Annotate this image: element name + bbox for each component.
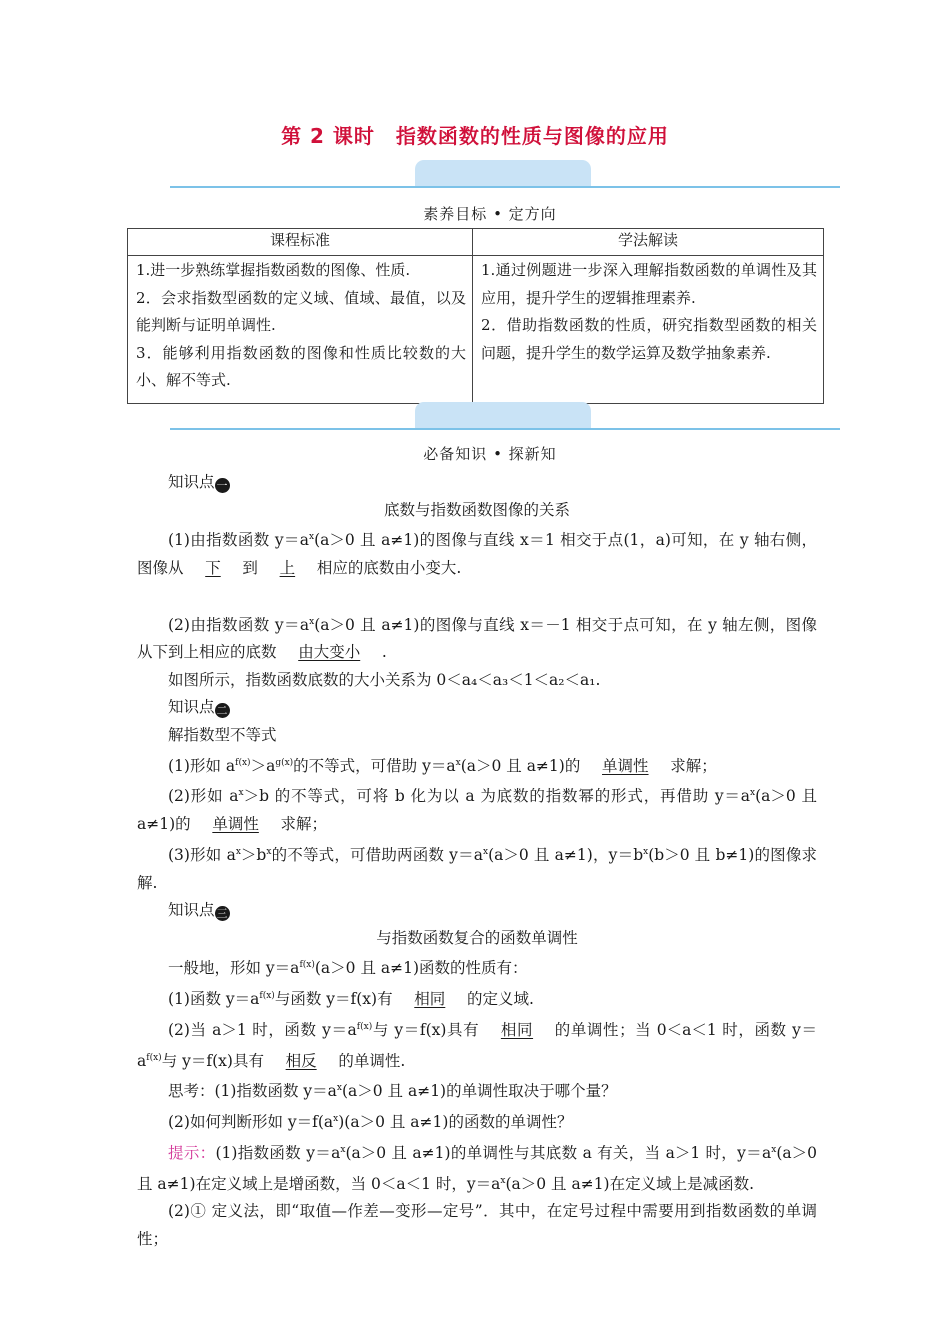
paragraph: (1)形如 $a^{f(x)}>a^{g(x)}$的不等式，可借助 $y=a^x(a>0$ 且 a≠1)的 单调性 求解； bbox=[168, 756, 717, 775]
number-badge-icon: 二 bbox=[216, 704, 228, 718]
knowledge-point-label: 知识点 二 bbox=[168, 698, 228, 718]
goal-item: 3．能够利用指数函数的图像和性质比较数的大小、解不等式. bbox=[136, 343, 466, 389]
section-rule-2 bbox=[170, 428, 840, 430]
paragraph: (2)形如 $a^x>b$ 的不等式，可将 b 化为以 a 为底数的指数幂的形式，再借助 $y=a^x(a>0$ 且 a≠1)的 单调性 求解； bbox=[137, 787, 818, 834]
answer-blank: 相同 bbox=[414, 990, 446, 1009]
answer-blank: 相反 bbox=[285, 1051, 317, 1070]
paragraph: (1)由指数函数 $y=a^x(a>0$ 且 a≠1)的图像与直线 x＝1 相交于点(1，a)可知，在 y 轴右侧，图像从 下 到 上 相应的底数由小变大. bbox=[137, 531, 817, 577]
goal-item: 2．借助指数函数的性质，研究指数型函数的相关问题，提升学生的数学运算及数学抽象素养. bbox=[481, 316, 817, 362]
knowledge-point-heading: 底数与指数函数图像的关系 bbox=[383, 500, 570, 519]
answer-blank: 相同 bbox=[500, 1020, 534, 1039]
paragraph: (3)形如 $a^x>b^x$的不等式，可借助两函数 $y=a^x(a>0$ 且 a≠1)，$y=b^x(b>0$ 且 b≠1)的图像求解. bbox=[137, 845, 817, 892]
goals-table-header-row bbox=[128, 229, 824, 256]
goal-item: 1.进一步熟练掌握指数函数的图像、性质. bbox=[136, 261, 411, 279]
answer-blank: 单调性 bbox=[602, 756, 649, 775]
hint-label: 提示： bbox=[168, 1143, 216, 1162]
paragraph: (2)当 a＞1 时，函数 $y=a^{f(x)}$与 y＝f(x)具有 相同 的单调性；当 0＜a＜1 时，函数 $y=a^{f(x)}$与 y＝f(x)具有 相反 的单调性. bbox=[137, 1020, 817, 1070]
number-badge-icon: 一 bbox=[216, 479, 228, 492]
paragraph: 一般地，形如 $y=a^{f(x)}(a>0$ 且 a≠1)函数的性质有： bbox=[168, 959, 528, 978]
goal-item: 2．会求指数型函数的定义域、值域、最值，以及能判断与证明单调性. bbox=[136, 288, 466, 334]
answer-blank: 单调性 bbox=[212, 815, 259, 834]
knowledge-point-heading: 与指数函数复合的函数单调性 bbox=[376, 928, 578, 947]
goals-table-cell-standards bbox=[128, 256, 473, 404]
think-question: 思考：(1)指数函数 $y=a^x(a>0$ 且 a≠1)的单调性取决于哪个量？ bbox=[168, 1082, 617, 1101]
answer-blank: 由大变小 bbox=[298, 643, 361, 662]
think-question: (2)如何判断形如 $y=f(a^x)(a>0$ 且 a≠1)的函数的单调性？ bbox=[168, 1113, 573, 1132]
section-heading-goals: 素养目标 • 定方向 bbox=[423, 205, 557, 223]
goals-table bbox=[127, 228, 824, 404]
goal-item: 1.通过例题进一步深入理解指数函数的单调性及其应用，提升学生的逻辑推理素养. bbox=[481, 261, 817, 307]
goals-table-header: 学法解读 bbox=[473, 229, 824, 256]
knowledge-content bbox=[137, 464, 817, 1253]
knowledge-point-label: 知识点 三 bbox=[168, 901, 228, 921]
section-tab-2 bbox=[415, 402, 591, 428]
page-title: 第 2 课时 指数函数的性质与图像的应用 bbox=[281, 124, 669, 148]
answer-blank: 下 bbox=[205, 558, 221, 577]
knowledge-point-heading: 解指数型不等式 bbox=[168, 726, 277, 745]
paragraph: (1)函数 $y=a^{f(x)}$与函数 y＝f(x)有 相同 的定义域. bbox=[168, 990, 534, 1009]
paragraph: 如图所示，指数函数底数的大小关系为 0＜a₄＜a₃＜1＜a₂＜a₁. bbox=[168, 670, 601, 689]
knowledge-point-label: 知识点 一 bbox=[168, 473, 228, 492]
section-heading-knowledge: 必备知识 • 探新知 bbox=[423, 445, 557, 463]
section-tab-1 bbox=[415, 160, 591, 186]
goals-table-cell-methods bbox=[473, 256, 824, 404]
goals-table-row bbox=[128, 256, 824, 404]
section-rule-1 bbox=[170, 186, 840, 188]
hint-paragraph: 提示：(1)指数函数 $y=a^x(a>0$ 且 a≠1)的单调性与其底数 a 有关，当 a＞1 时，$y=a^x(a>0$ 且 a≠1)在定义域上是增函数，当 0＜a＜1 时，$y=a^x(a>0$ 且 a≠1)在定义域上是减函数. bbox=[137, 1143, 817, 1193]
answer-blank: 上 bbox=[279, 558, 296, 577]
paragraph: (2)由指数函数 $y=a^x(a>0$ 且 a≠1)的图像与直线 x＝－1 相交于点可知，在 y 轴左侧，图像从下到上相应的底数 由大变小 . bbox=[137, 615, 817, 662]
hint-paragraph: (2)① 定义法，即“取值—作差—变形—定号”．其中，在定号过程中需要用到指数函数的单调性； bbox=[137, 1202, 817, 1248]
goals-table-header: 课程标准 bbox=[128, 229, 473, 256]
number-badge-icon: 三 bbox=[216, 907, 228, 921]
